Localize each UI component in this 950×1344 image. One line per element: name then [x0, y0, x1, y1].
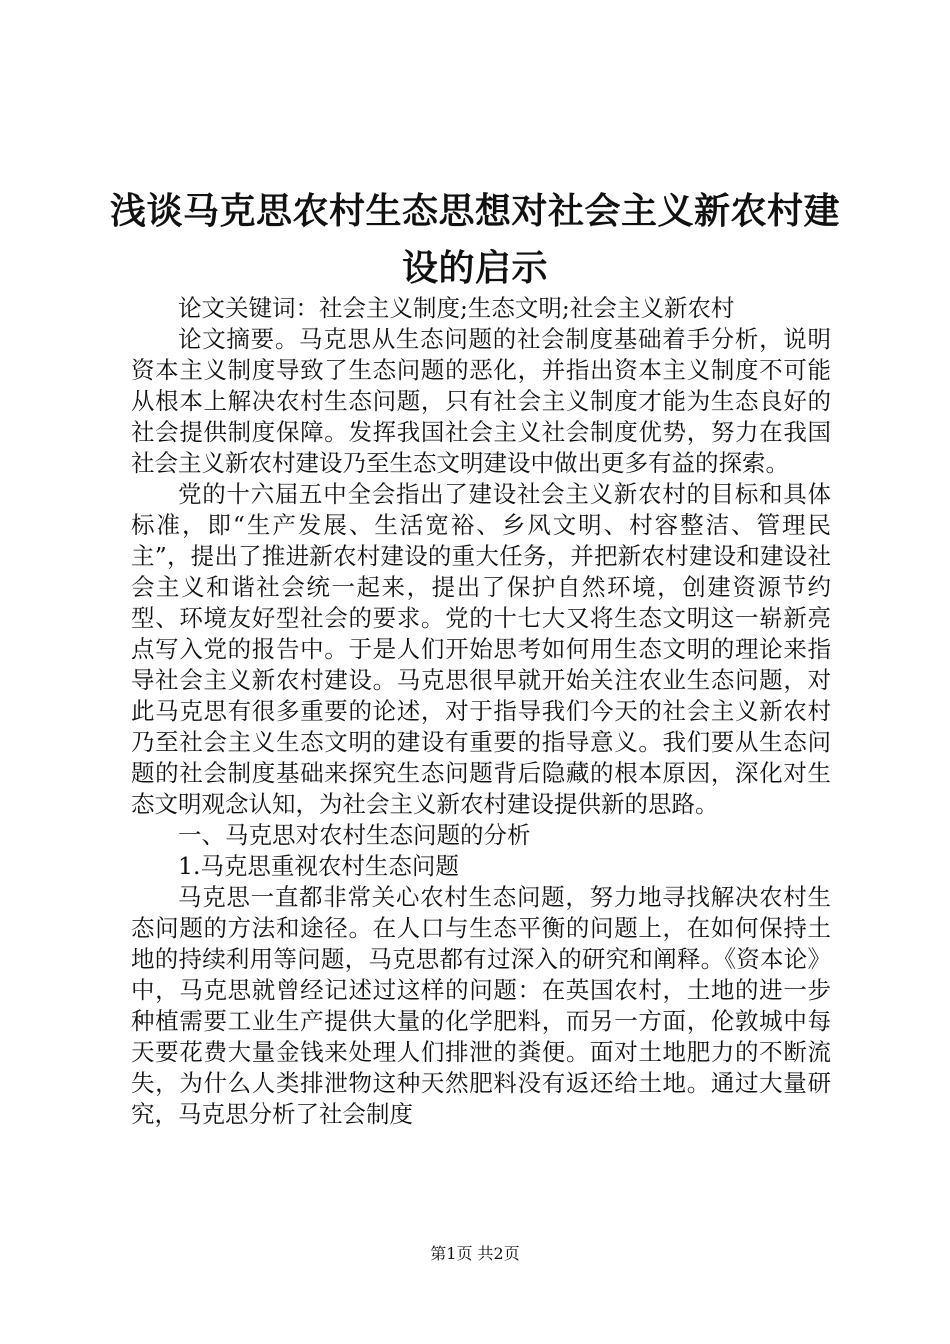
keywords-paragraph: 论文关键词：社会主义制度;生态文明;社会主义新农村: [178, 294, 735, 322]
page-number-footer: 第1页 共2页: [430, 1244, 520, 1263]
intro-paragraph: 党的十六届五中全会指出了建设社会主义新农村的目标和具体标准，即“生产发展、生活宽裕、乡风文明、村容整洁、管理民主”，提出了推进新农村建设的重大任务，并把新农村建设和建设社会主义和谐社会统一起来，提出了保护自然环境，创建资源节约型、环境友好型社会的要求。党的十七大又将生态文明这一崭新亮点写入党的报告中。于是人们开始思考如何用生态文明的理论来指导社会主义新农村建设。马克思很早就开始关注农业生态问题，对此马克思有很多重要的论述，对于指导我们今天的社会主义新农村乃至社会主义生态文明的建设有重要的指导意义。我们要从生态问题的社会制度基础来探究生态问题背后隐藏的根本原因，深化对生态文明观念认知，为社会主义新农村建设提供新的思路。: [131, 480, 831, 818]
document-body: [131, 293, 831, 1130]
section-heading-1: 一、马克思对农村生态问题的分析: [178, 821, 531, 849]
body-paragraph: 马克思一直都非常关心农村生态问题，努力地寻找解决农村生态问题的方法和途径。在人口与生态平衡的问题上，在如何保持土地的持续利用等问题，马克思都有过深入的研究和阐释。《资本论》中，马克思就曾经记述过这样的问题：在英国农村，土地的进一步种植需要工业生产提供大量的化学肥料，而另一方面，伦敦城中每天要花费大量金钱来处理人们排泄的粪便。面对土地肥力的不断流失，为什么人类排泄物这种天然肥料没有返还给土地。通过大量研究，马克思分析了社会制度: [131, 883, 831, 1128]
document-title-line-2: 设的启示: [401, 247, 548, 289]
document-title-line-1: 浅谈马克思农村生态思想对社会主义新农村建: [110, 190, 841, 232]
subsection-heading-1-1: 1.马克思重视农村生态问题: [178, 852, 459, 880]
abstract-paragraph: 论文摘要。马克思从生态问题的社会制度基础着手分析，说明资本主义制度导致了生态问题的恶化，并指出资本主义制度不可能从根本上解决农村生态问题，只有社会主义制度才能为生态良好的社会提供制度保障。发挥我国社会主义社会制度优势，努力在我国社会主义新农村建设乃至生态文明建设中做出更多有益的探索。: [131, 325, 831, 477]
